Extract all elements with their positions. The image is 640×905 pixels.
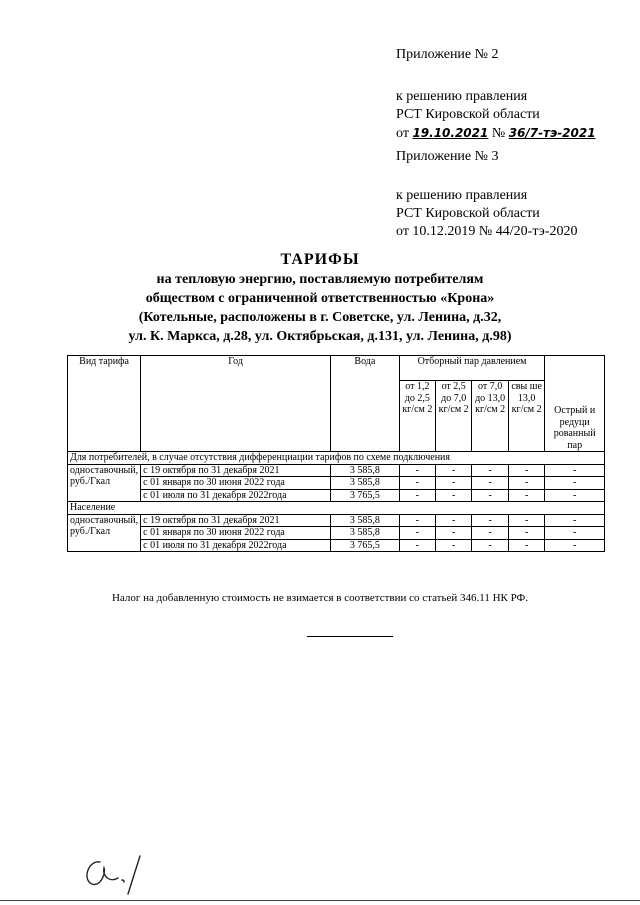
tax-note: Налог на добавленную стоимость не взимается в соответствии со статьей 346.11 НК РФ. xyxy=(111,592,529,604)
sharp-steam-cell: - xyxy=(545,489,605,502)
pressure-3-cell: - xyxy=(472,477,509,490)
sharp-steam-cell: - xyxy=(545,527,605,540)
title-line-2: обществом с ограниченной ответственностью «Крона» xyxy=(145,291,495,306)
appendix-3-block xyxy=(396,148,577,241)
pressure-4-cell: - xyxy=(508,514,545,527)
pressure-4-cell: - xyxy=(508,477,545,490)
appendix-3-title: Приложение № 3 xyxy=(396,149,499,164)
water-cell: 3 585,8 xyxy=(331,514,400,527)
period-cell: с 01 января по 30 июня 2022 года xyxy=(141,527,331,540)
title-line-3: (Котельные, расположены в г. Советске, ул. Ленина, д.32, xyxy=(138,310,502,325)
water-cell: 3 585,8 xyxy=(331,464,400,477)
period-cell: с 01 июля по 31 декабря 2022года xyxy=(141,489,331,502)
appendix-2-authority-line: РСТ Кировской области xyxy=(396,107,540,122)
pressure-1-cell: - xyxy=(399,489,435,502)
period-cell: с 01 июля по 31 декабря 2022года xyxy=(141,539,331,552)
period-cell: с 19 октября по 31 декабря 2021 xyxy=(141,464,331,477)
header-pressure-2: от 2,5 до 7,0 кг/см 2 xyxy=(436,381,472,452)
period-cell: с 19 октября по 31 декабря 2021 xyxy=(141,514,331,527)
pressure-4-cell: - xyxy=(508,527,545,540)
handwritten-date: 19.10.2021 xyxy=(412,126,489,140)
pressure-4-cell: - xyxy=(508,539,545,552)
pressure-3-cell: - xyxy=(472,539,509,552)
table-row xyxy=(68,539,605,552)
pressure-1-cell: - xyxy=(399,514,435,527)
pressure-3-cell: - xyxy=(472,464,509,477)
header-pressure-4: свы ше 13,0 кг/см 2 xyxy=(508,381,545,452)
signature-icon xyxy=(70,850,150,900)
table-row xyxy=(68,514,605,527)
pressure-1-cell: - xyxy=(399,539,435,552)
appendix-2-decision-line: к решению правления xyxy=(396,89,528,104)
sharp-steam-cell: - xyxy=(545,464,605,477)
water-cell: 3 765,5 xyxy=(331,489,400,502)
pressure-1-cell: - xyxy=(399,464,435,477)
appendix-2-date-line xyxy=(396,124,596,143)
period-cell: с 01 января по 30 июня 2022 года xyxy=(141,477,331,490)
water-cell: 3 765,5 xyxy=(331,539,400,552)
table-row xyxy=(68,464,605,477)
header-water: Вода xyxy=(331,356,400,452)
tariff-table xyxy=(67,355,605,552)
pressure-2-cell: - xyxy=(436,477,472,490)
pressure-3-cell: - xyxy=(472,489,509,502)
sharp-steam-cell: - xyxy=(545,514,605,527)
table-row xyxy=(68,489,605,502)
water-cell: 3 585,8 xyxy=(331,477,400,490)
pressure-4-cell: - xyxy=(508,464,545,477)
handwritten-number: 36/7-тэ-2021 xyxy=(508,126,596,140)
tariff-type-cell: одноставочный, руб./Гкал xyxy=(68,464,141,502)
appendix-2-number-prefix: № xyxy=(491,126,506,141)
header-steam-group: Отборный пар давлением xyxy=(399,356,545,381)
appendix-2-block xyxy=(396,46,596,143)
pressure-2-cell: - xyxy=(436,527,472,540)
table-row xyxy=(68,527,605,540)
appendix-3-authority-line: РСТ Кировской области xyxy=(396,206,540,221)
document-title-block xyxy=(0,250,640,346)
sharp-steam-cell: - xyxy=(545,539,605,552)
document-title: ТАРИФЫ xyxy=(280,251,360,268)
appendix-2-from-prefix: от xyxy=(396,126,409,141)
header-pressure-1: от 1,2 до 2,5 кг/см 2 xyxy=(399,381,435,452)
pressure-2-cell: - xyxy=(436,464,472,477)
header-tariff-type: Вид тарифа xyxy=(68,356,141,452)
closing-divider xyxy=(307,636,393,637)
header-year: Год xyxy=(141,356,331,452)
pressure-1-cell: - xyxy=(399,527,435,540)
water-cell: 3 585,8 xyxy=(331,527,400,540)
bottom-edge-line xyxy=(0,900,640,901)
header-sharp-steam: Острый и редуци рованный пар xyxy=(545,356,605,452)
appendix-2-title: Приложение № 2 xyxy=(396,47,499,62)
appendix-3-date-line: от 10.12.2019 № 44/20-тэ-2020 xyxy=(396,224,578,239)
tariff-type-cell: одноставочный, руб./Гкал xyxy=(68,514,141,552)
sharp-steam-cell: - xyxy=(545,477,605,490)
section-title: Для потребителей, в случае отсутствия дифференциации тарифов по схеме подключения xyxy=(68,452,605,465)
pressure-2-cell: - xyxy=(436,489,472,502)
table-row xyxy=(68,477,605,490)
title-line-1: на тепловую энергию, поставляемую потребителям xyxy=(156,272,484,287)
pressure-2-cell: - xyxy=(436,514,472,527)
pressure-2-cell: - xyxy=(436,539,472,552)
pressure-3-cell: - xyxy=(472,527,509,540)
section-title: Население xyxy=(68,502,605,515)
appendix-3-decision-line: к решению правления xyxy=(396,188,528,203)
pressure-3-cell: - xyxy=(472,514,509,527)
header-pressure-3: от 7,0 до 13,0 кг/см 2 xyxy=(472,381,509,452)
title-line-4: ул. К. Маркса, д.28, ул. Октябрьская, д.131, ул. Ленина, д.98) xyxy=(128,329,512,344)
pressure-1-cell: - xyxy=(399,477,435,490)
pressure-4-cell: - xyxy=(508,489,545,502)
